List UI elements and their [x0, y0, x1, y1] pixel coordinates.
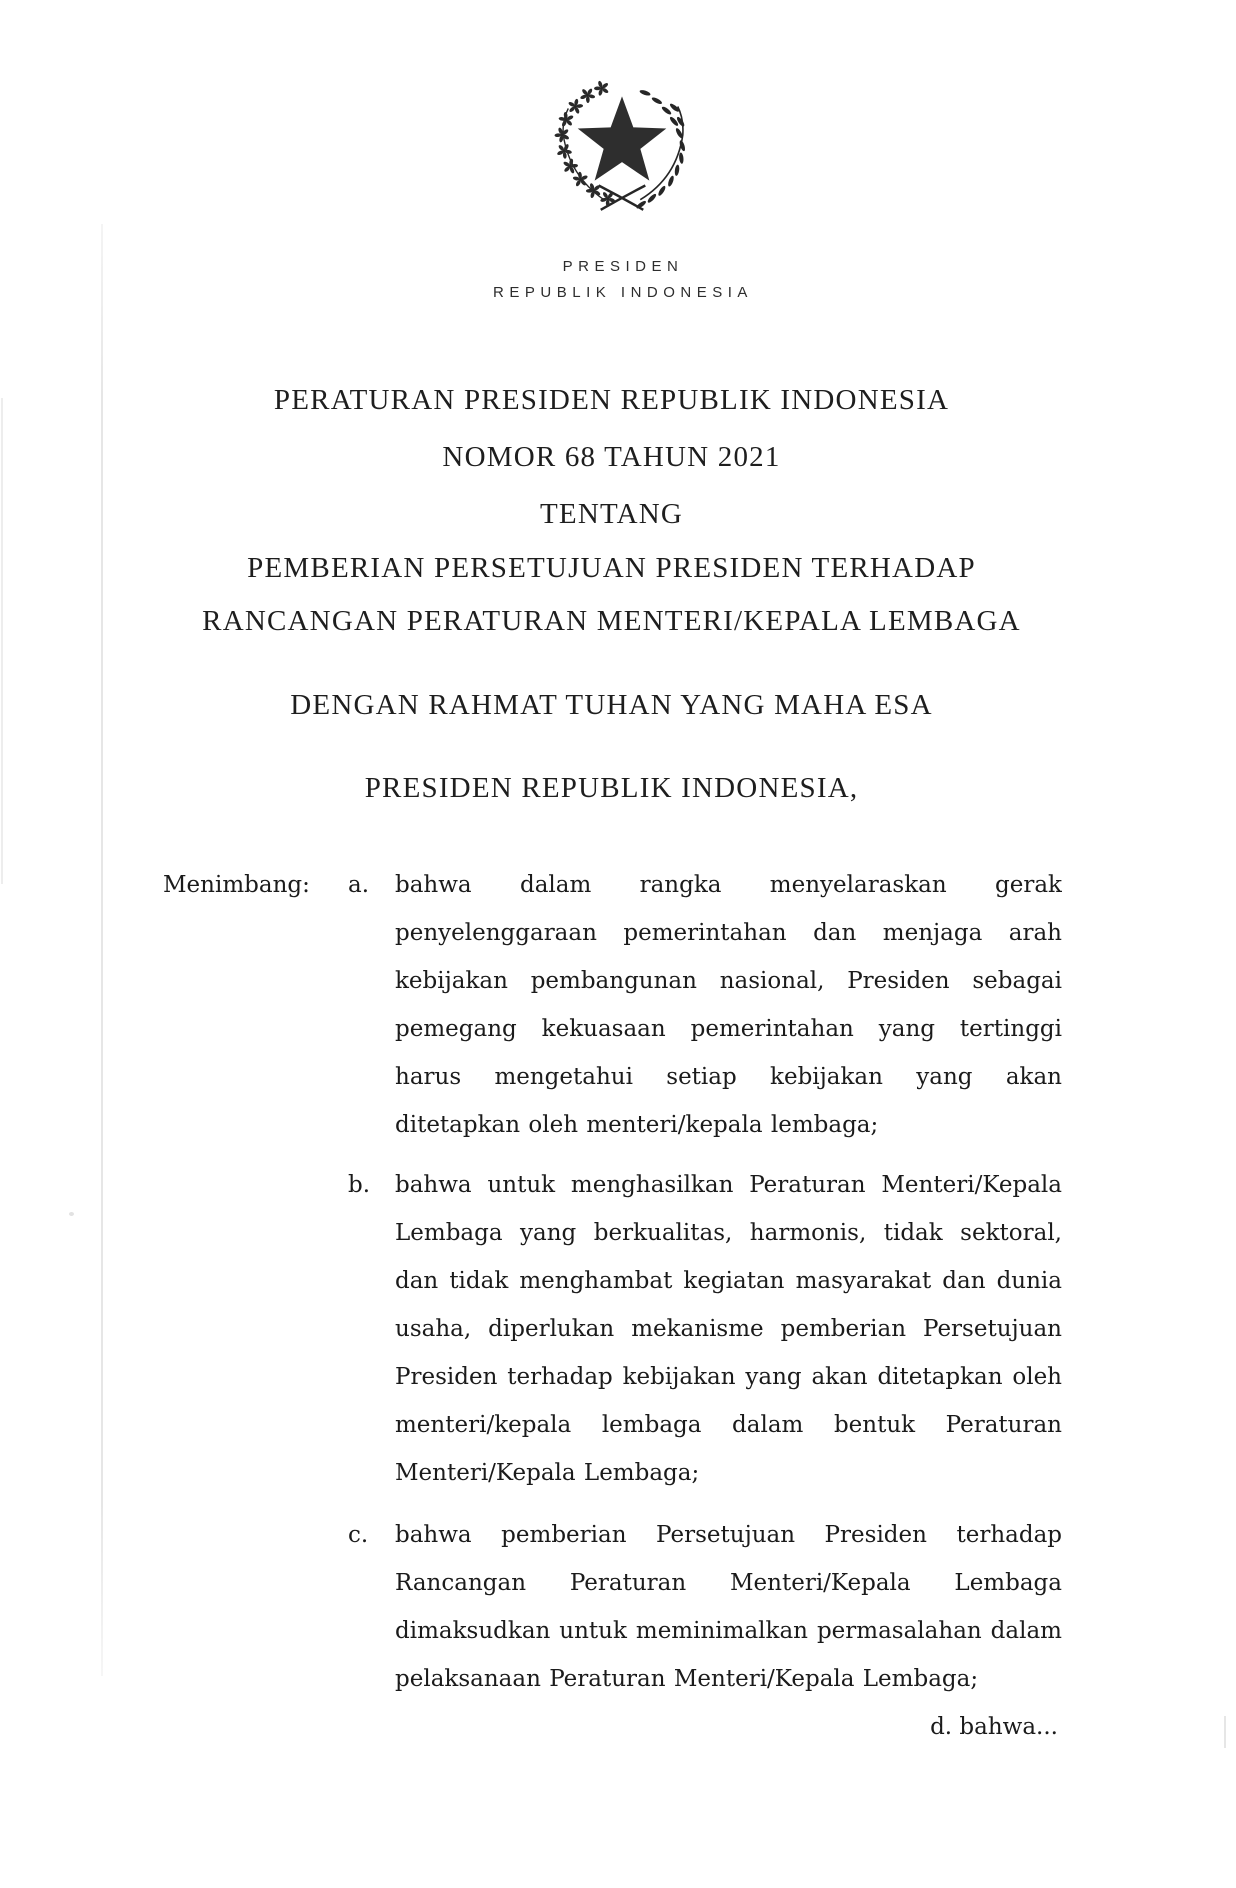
seal-caption-presiden: PRESIDEN [562, 258, 684, 275]
authority-line: PRESIDEN REPUBLIK INDONESIA, [364, 772, 859, 804]
item-letter: c. [348, 1522, 369, 1548]
scan-artifact-speck [69, 1212, 74, 1216]
body-line: penyelenggaraan pemerintahan dan menjaga arah [395, 920, 1062, 946]
item-text [395, 1161, 1062, 1497]
consideration-item-c [348, 1511, 1062, 1703]
star-icon [578, 96, 667, 180]
scan-artifact-line [1224, 1716, 1226, 1748]
subject-line-1: PEMBERIAN PERSETUJUAN PRESIDEN TERHADAP [247, 552, 976, 584]
body-line: harus mengetahui setiap kebijakan yang akan [395, 1064, 1062, 1090]
presidential-seal-icon [542, 72, 702, 224]
body-line: pelaksanaan Peraturan Menteri/Kepala Lembaga; [395, 1666, 979, 1692]
menimbang-label: Menimbang: [163, 872, 310, 898]
body-line: bahwa dalam rangka menyelaraskan gerak [395, 872, 1062, 898]
item-text [395, 1511, 1062, 1703]
body-line: dimaksudkan untuk meminimalkan permasalahan dalam [395, 1618, 1062, 1644]
invocation-line: DENGAN RAHMAT TUHAN YANG MAHA ESA [290, 689, 933, 721]
regulation-title: PERATURAN PRESIDEN REPUBLIK INDONESIA [273, 384, 950, 416]
body-line: bahwa untuk menghasilkan Peraturan Menteri/Kepala [395, 1172, 1062, 1198]
scan-artifact-line [1, 398, 3, 884]
regulation-number: NOMOR 68 TAHUN 2021 [442, 441, 781, 473]
body-line: pemegang kekuasaan pemerintahan yang tertinggi [395, 1016, 1062, 1042]
body-line: ditetapkan oleh menteri/kepala lembaga; [395, 1112, 879, 1138]
body-line: Rancangan Peraturan Menteri/Kepala Lembaga [395, 1570, 1062, 1596]
consideration-item-a [348, 861, 1062, 1149]
item-letter: b. [348, 1172, 371, 1198]
body-line: menteri/kepala lembaga dalam bentuk Peraturan [395, 1412, 1062, 1438]
seal-caption-republik-indonesia: REPUBLIK INDONESIA [493, 284, 753, 301]
body-line: Menteri/Kepala Lembaga; [395, 1460, 700, 1486]
item-text [395, 861, 1062, 1149]
consideration-item-b [348, 1161, 1062, 1497]
body-line: dan tidak menghambat kegiatan masyarakat dan dunia [395, 1268, 1062, 1294]
item-letter: a. [348, 872, 370, 898]
body-line: Lembaga yang berkualitas, harmonis, tidak sektoral, [395, 1220, 1062, 1246]
subject-line-2: RANCANGAN PERATURAN MENTERI/KEPALA LEMBAGA [202, 605, 1021, 637]
body-line: usaha, diperlukan mekanisme pemberian Persetujuan [395, 1316, 1062, 1342]
body-line: bahwa pemberian Persetujuan Presiden terhadap [395, 1522, 1062, 1548]
body-line: kebijakan pembangunan nasional, Presiden sebagai [395, 968, 1062, 994]
scan-artifact-line [101, 224, 103, 1676]
catchword-next-page: d. bahwa... [930, 1714, 1058, 1740]
body-line: Presiden terhadap kebijakan yang akan ditetapkan oleh [395, 1364, 1062, 1390]
tentang-heading: TENTANG [540, 498, 683, 530]
